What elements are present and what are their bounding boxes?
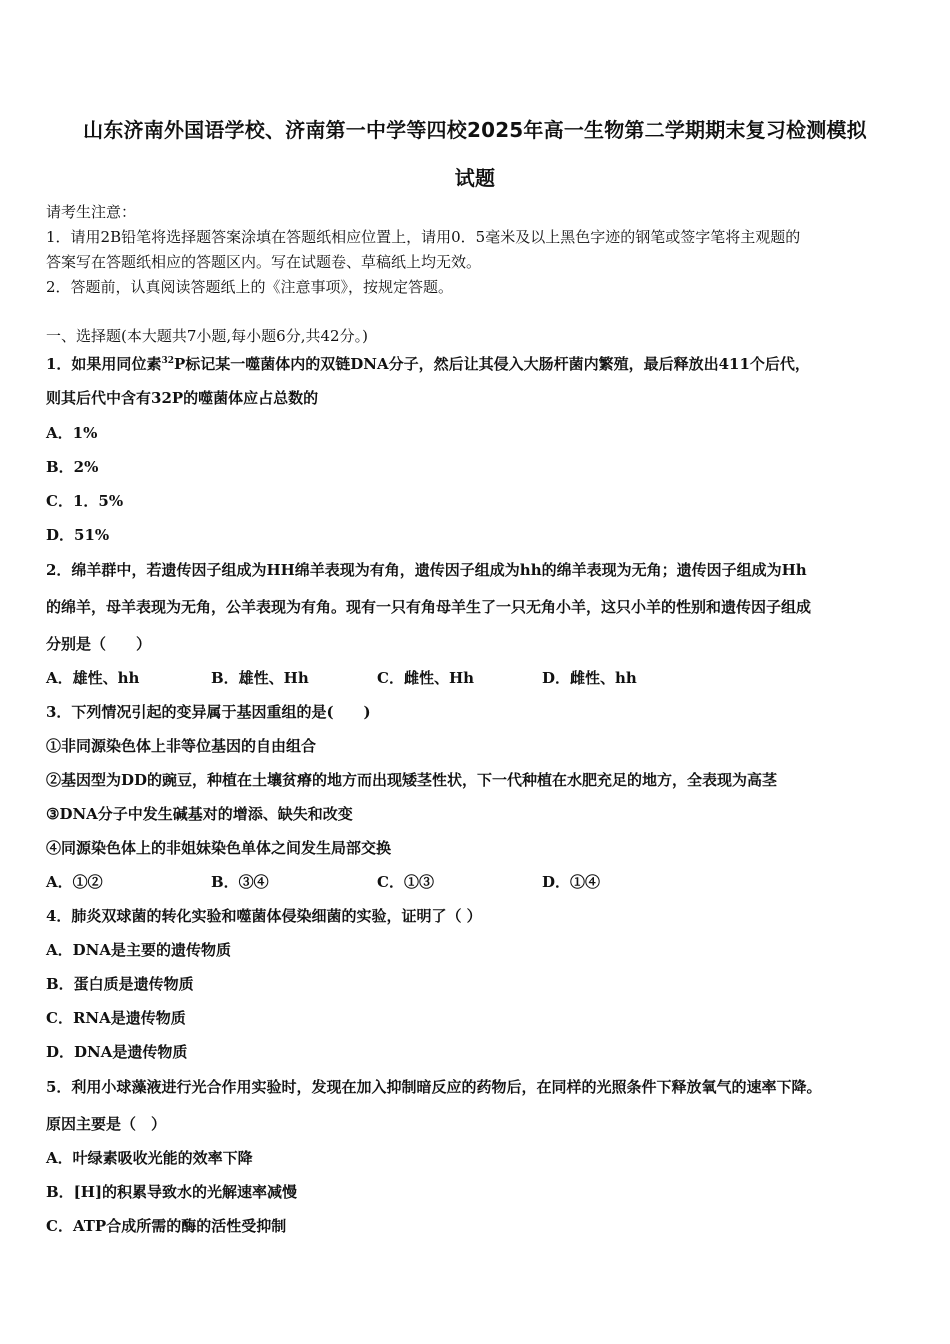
notice-heading: 请考生注意： [46, 203, 137, 221]
question-1-option-c: C．1．5% [46, 492, 124, 510]
question-2-option-c: C．雌性、Hh [377, 669, 475, 687]
notice-item-1-line-2: 答案写在答题纸相应的答题区内。写在试题卷、草稿纸上均无效。 [46, 253, 482, 271]
question-3-item-3: ③DNA分子中发生碱基对的增添、缺失和改变 [46, 805, 353, 823]
question-3-item-4: ④同源染色体上的非姐妹染色单体之间发生局部交换 [46, 839, 392, 857]
question-3-option-a: A．①② [46, 873, 103, 891]
question-1-option-b: B．2% [46, 458, 99, 476]
section-heading: 一、选择题(本大题共7小题,每小题6分,共42分。) [46, 327, 368, 345]
question-1-text-pre: 1．如果用同位素 [46, 355, 162, 373]
question-1-line-2: 则其后代中含有32P的噬菌体应占总数的 [46, 389, 319, 407]
question-1-line-1 [46, 351, 810, 374]
notice-item-2: 2．答题前，认真阅读答题纸上的《注意事项》，按规定答题。 [46, 278, 454, 296]
question-4-option-b: B．蛋白质是遗传物质 [46, 975, 194, 993]
question-2-option-a: A．雄性、hh [46, 669, 140, 687]
question-1-text-post: P标记某一噬菌体内的双链DNA分子，然后让其侵入大肠杆菌内繁殖，最后释放出411个后代， [173, 355, 810, 373]
question-3-item-1: ①非同源染色体上非等位基因的自由组合 [46, 737, 317, 755]
question-2-line-3: 分别是（ ） [46, 635, 152, 653]
question-4-option-a: A．DNA是主要的遗传物质 [46, 941, 231, 959]
question-5-option-c: C．ATP合成所需的酶的活性受抑制 [46, 1217, 287, 1235]
question-3-option-b: B．③④ [211, 873, 269, 891]
question-1-superscript: 32 [161, 356, 174, 366]
question-2-line-1: 2．绵羊群中，若遗传因子组成为HH绵羊表现为有角，遗传因子组成为hh的绵羊表现为无角；遗传因子组成为Hh [46, 561, 807, 579]
document-title-line1: 山东济南外国语学校、济南第一中学等四校2025年高一生物第二学期期末复习检测模拟 [83, 118, 867, 142]
question-2-option-d: D．雌性、hh [542, 669, 637, 687]
question-1-option-d: D．51% [46, 526, 110, 544]
question-2-option-b: B．雄性、Hh [211, 669, 309, 687]
question-2-line-2: 的绵羊，母羊表现为无角，公羊表现为有角。现有一只有角母羊生了一只无角小羊，这只小羊的性别和遗传因子组成 [46, 598, 812, 616]
question-5-line-1: 5．利用小球藻液进行光合作用实验时，发现在加入抑制暗反应的药物后，在同样的光照条件下释放氧气的速率下降。 [46, 1078, 822, 1096]
question-3-item-2: ②基因型为DD的豌豆，种植在土壤贫瘠的地方而出现矮茎性状，下一代种植在水肥充足的地方，全表现为高茎 [46, 771, 778, 789]
question-5-option-b: B．[H]的积累导致水的光解速率减慢 [46, 1183, 298, 1201]
question-3-option-d: D．①④ [542, 873, 601, 891]
document-title-line2: 试题 [454, 166, 496, 190]
question-4-line-1: 4．肺炎双球菌的转化实验和噬菌体侵染细菌的实验，证明了（ ） [46, 907, 482, 925]
question-1-option-a: A．1% [46, 424, 98, 442]
question-3-option-c: C．①③ [377, 873, 434, 891]
question-5-option-a: A．叶绿素吸收光能的效率下降 [46, 1149, 253, 1167]
question-5-line-2: 原因主要是（ ） [46, 1115, 167, 1133]
question-4-option-c: C．RNA是遗传物质 [46, 1009, 186, 1027]
question-4-option-d: D．DNA是遗传物质 [46, 1043, 188, 1061]
question-3-line-1: 3．下列情况引起的变异属于基因重组的是( ) [46, 703, 371, 721]
notice-item-1-line-1: 1．请用2B铅笔将选择题答案涂填在答题纸相应位置上，请用0．5毫米及以上黑色字迹的钢笔或签字笔将主观题的 [46, 228, 801, 246]
